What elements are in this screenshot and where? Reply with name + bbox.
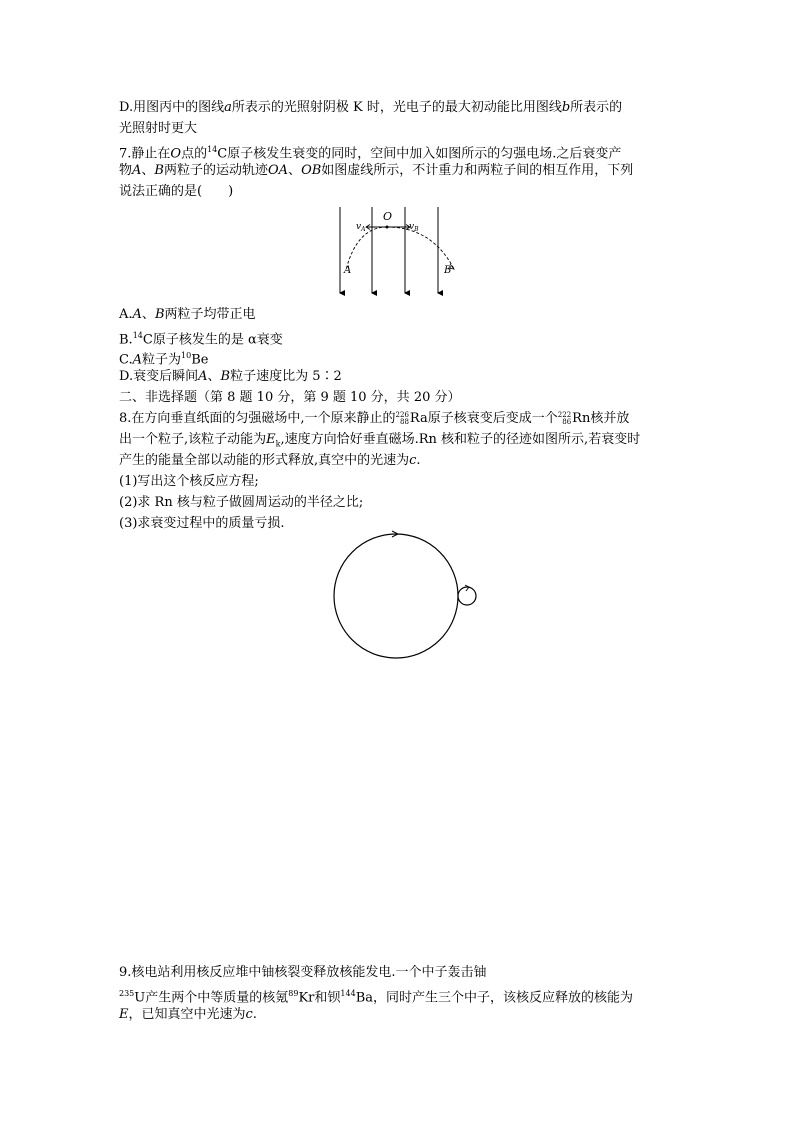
q7-option-d: D.衰变后瞬间A、B粒子速度比为 5∶2	[119, 369, 342, 384]
q7-field-figure	[332, 205, 472, 300]
q7-stem-line2: 物A、B两粒子的运动轨迹OA、OB如图虚线所示，不计重力和两粒子间的相互作用，下列	[119, 163, 634, 178]
q8-sub-2: (2)求 Rn 核与粒子做圆周运动的半径之比;	[119, 495, 364, 510]
q7-stem-line1: 7.静止在O点的$^{14}$C原子核发生衰变的同时，空间中加入如图所示的匀强电场.之后衰变产	[119, 145, 622, 162]
label-b: B	[444, 265, 452, 276]
q7-stem-line3: 说法正确的是( )	[119, 184, 234, 199]
q8-track-figure	[320, 530, 480, 660]
large-track-circle	[334, 534, 458, 658]
small-track-arrow	[465, 585, 469, 591]
trajectory-oa	[346, 227, 387, 270]
q8-stem-line1: 8.在方向垂直纸面的匀强磁场中,一个原来静止的 226 88 Ra原子核衰变后变成一个 222 86 Rn核并放	[119, 410, 630, 426]
q8-sub-1: (1)写出这个核反应方程;	[119, 474, 259, 489]
trajectory-ob	[387, 227, 454, 269]
section-2-heading: 二、非选择题（第 8 题 10 分，第 9 题 10 分，共 20 分）	[119, 390, 461, 405]
q9-stem-line2: $^{235}$U产生两个中等质量的核氪$^{89}$Kr和钡$^{144}$Ba，同时产生三个中子，该核反应释放的核能为	[119, 989, 634, 1006]
point-o	[386, 226, 389, 229]
q7-option-b: B.$^{14}$C原子核发生的是 α衰变	[119, 331, 283, 348]
q6-option-d-line1: D.用图丙中的图线a所表示的光照射阴极 K 时，光电子的最大初动能比用图线b所表示的	[119, 100, 623, 115]
label-vb: $v_B$	[409, 222, 419, 233]
label-o: O	[383, 210, 393, 223]
q8-sub-3: (3)求衰变过程中的质量亏损.	[119, 516, 285, 531]
q7-option-a: A.A、B两粒子均带正电	[119, 307, 256, 322]
q8-stem-line3: 产生的能量全部以动能的形式释放,真空中的光速为c.	[119, 453, 421, 468]
q7-option-c: C.A粒子为$^{10}$Be	[119, 351, 209, 368]
label-a: A	[344, 265, 352, 276]
q8-stem-line2: 出一个粒子,该粒子动能为$E_k$,速度方向恰好垂直磁场.Rn 核和粒子的径迹如图所示,若衰变时	[119, 432, 641, 449]
q6-option-d-line2: 光照射时更大	[119, 121, 198, 136]
q9-stem-line1: 9.核电站利用核反应堆中铀核裂变释放核能发电.一个中子轰击铀	[119, 965, 487, 980]
q9-stem-line3: E，已知真空中光速为c.	[119, 1007, 257, 1022]
label-va: $v_A$	[356, 222, 366, 233]
